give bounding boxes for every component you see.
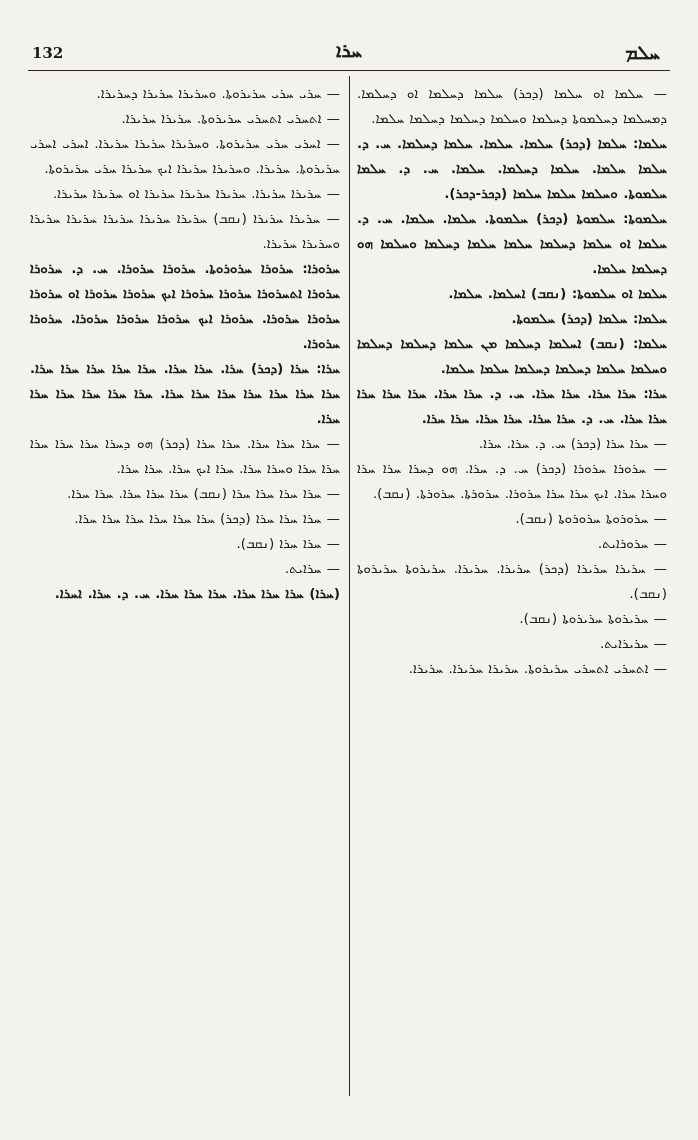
dictionary-entry: — ܚܪܐ ܚܪܐ ܚܪܐ (ܕܟܪ) ܚܪܐ ܚܪܐ ܚܪܐ ܚܪܐ ܚܪܐ ܚܪܐ.	[74, 512, 340, 527]
dictionary-entry: ܚܠܡܐ: ܚܠܡܐ (ܕܟܪ) ܚܠܡܘܬܐ.	[511, 312, 667, 327]
dictionary-entry: — ܚܪܝܪܐ ܚܪܝܪܐ (ܢܩܒ) ܚܪܝܪܐ ܚܪܝܪܐ ܚܪܝܪܐ ܚܪܝܪܐ ܚܪܝܪܐ ܘܚܪܝܪܐ ܚܪܝܪܐ.	[30, 212, 340, 252]
dictionary-entry: (ܚܪܐ) ܚܪܐ ܚܪܐ ܚܪܐ. ܚܪܐ ܚܪܐ ܚܪܐ. ܚ. ܕ. ܚܪܐ. ܐܚܪܐ.	[54, 587, 340, 602]
dictionary-entry: ܚܪܐ: ܚܪܐ (ܕܟܪ) ܚܪܐ. ܚܪܐ ܚܪܐ. ܚܪܐ ܚܪܐ ܚܪܐ ܚܪܐ ܚܪܐ. ܚܪܐ ܚܪܐ ܚܪܐ ܚܪܐ ܚܪܐ ܚܪܐ ܚܪܐ. ܚܪܐ ܚܪܐ ܚܪܐ ܚܪܐ ܚܪܐ ܚܪܐ.	[30, 362, 340, 427]
dictionary-entry: — ܚܠܡܐ ܐܘ ܚܠܡܐ (ܕܟܪ) ܚܠܡܐ ܕܚܠܡܐ ܐܘ ܕܚܠܡܐ. ܕܡܚܠܡܐ ܕܚܠܡܘܬܐ ܕܚܠܡܐ ܘܚܠܡܐ ܕܚܠܡܐ ܕܚܠܡܐ ܚܠܡܐ.	[357, 87, 667, 127]
dictionary-entry: — ܚܪܝ ܚܪܝ ܚܪܝܪܘܬܐ. ܘܚܪܝܪܐ ܚܪܝܪܐ ܕܚܪܝܪܐ.	[96, 87, 340, 102]
dictionary-entry: — ܚܪܝܪܐܝܬ.	[599, 637, 667, 652]
header-right-word: ܚܠܡ	[625, 42, 660, 64]
dictionary-entry: ܚܠܡܐ: ܚܠܡܐ (ܕܟܪ) ܚܠܡܐ. ܚܠܡܐ. ܚܠܡܐ ܕܚܠܡܐ. ܚ. ܕ. ܚܠܡܐ ܚܠܡܐ. ܚܠܡܐ ܕܚܠܡܐ. ܚܠܡܐ. ܚ. ܕ. ܚܠܡܐ ܚܠܡܘܬܐ. ܘܚܠܡܐ ܚܠܡܐ ܚܠܡܐ (ܕܟܪ-ܕܟܪ).	[357, 137, 667, 202]
dictionary-entry: — ܚܪܐ ܚܪܐ ܚܪܐ. ܚܪܐ ܚܪܐ (ܕܟܪ) ܗܘ ܕܚܪܐ ܚܪܐ ܚܪܐ ܚܪܐ ܚܪܐ ܚܪܐ ܘܚܪܐ ܚܪܐ. ܚܪܐ ܐܝܟ ܚܪܐ. ܚܪܐ ܚܪܐ.	[30, 437, 340, 477]
dictionary-entry: — ܚܪܐ ܚܪܐ (ܕܟܪ) ܚ. ܕ. ܚܪܐ. ܚܪܐ.	[478, 437, 667, 452]
dictionary-entry: — ܐܬܚܪܝ ܐܬܚܪܝ ܚܪܝܪܘܬܐ. ܚܪܝܪܐ ܚܪܝܪܐ.	[121, 112, 340, 127]
dictionary-entry: — ܚܪܝܪܐ ܚܪܝܪܐ (ܕܟܪ) ܚܪܝܪܐ. ܚܪܝܪܐ. ܚܪܝܪܘܬܐ ܚܪܝܪܘܬܐ (ܢܩܒ).	[357, 562, 667, 602]
dictionary-entry: — ܚܪܐ ܚܪܐ (ܢܩܒ).	[236, 537, 340, 552]
column-divider	[349, 76, 350, 1096]
left-column	[30, 82, 340, 1092]
page-header	[24, 40, 674, 72]
header-center-word: ܚܪܐ	[335, 40, 362, 62]
page-number: 132	[32, 44, 64, 62]
dictionary-entry: — ܚܪܝܪܐ ܚܪܝܪܐ. ܚܪܝܪܐ ܚܪܝܪܐ ܚܪܝܪܐ ܐܘ ܚܪܝܪܐ ܚܪܝܪܐ.	[52, 187, 340, 202]
dictionary-entry: ܚܠܡܘܬܐ: ܚܠܡܘܬܐ (ܕܟܪ) ܚܠܡܘܬܐ. ܚܠܡܐ. ܚܠܡܐ. ܚ. ܕ. ܚܠܡܐ ܐܘ ܚܠܡܐ ܕܚܠܡܐ ܚܠܡܐ ܚܠܡܐ ܕܚܠܡܐ ܘܚܠܡܐ ܗܘ ܕܚܠܡܐ ܚܠܡܐ.	[357, 212, 667, 277]
dictionary-entry: ܚܠܡܐ: (ܢܩܒ) ܐܚܠܡܐ ܕܚܠܡܐ ܡܢ ܚܠܡܐ ܕܚܠܡܐ ܕܚܠܡܐ ܘܚܠܡܐ ܚܠܡܐ ܕܚܠܡܐ ܕܚܠܡܐ ܚܠܡܐ ܚܠܡܐ.	[357, 337, 667, 377]
dictionary-entry: — ܐܚܪܝ ܚܪܝ ܚܪܝܪܘܬܐ. ܘܚܪܝܪܐ ܚܪܝܪܐ ܚܪܝܪܐ. ܐܚܪܝ ܐܚܪܝ ܚܪܝܪܘܬܐ. ܚܪܝܪܐ. ܘܚܪܝܪܐ ܚܪܝܪܐ ܐܝܟ ܚܪܝܪܐ ܚܪܝ ܚܪܝܪܘܬܐ.	[30, 137, 340, 177]
right-column	[357, 82, 667, 1092]
dictionary-entry: — ܚܪܘܪܐ ܚܪܘܪܐ (ܕܟܪ) ܚ. ܕ. ܚܪܐ. ܗܘ ܕܚܪܐ ܚܪܐ ܚܪܐ ܘܚܪܐ ܚܪܐ. ܐܝܟ ܚܪܐ ܚܪܐ ܚܪܘܪܐ. ܚܪܘܪܬܐ. ܚܪܘܪܬܐ. (ܢܩܒ).	[357, 462, 667, 502]
dictionary-entry: ܚܪܘܪܐ: ܚܪܘܪܐ ܚܪܘܪܘܬܐ. ܚܪܘܪܐ ܚܪܘܪܐ. ܚ. ܕ. ܚܪܘܪܐ ܚܪܘܪܐ ܐܬܚܪܘܪܐ ܚܪܘܪܐ ܚܪܘܪܐ ܐܝܟ ܚܪܘܪܐ ܚܪܘܪܐ ܐܘ ܚܪܘܪܐ ܚܪܘܪܐ ܚܪܘܪܐ. ܚܪܘܪܐ ܐܝܟ ܚܪܘܪܐ ܚܪܘܪܐ ܚܪܘܪܐ. ܚܪܘܪܐ ܚܪܘܪܐ.	[30, 262, 340, 352]
dictionary-entry: — ܚܪܘܪܘܬܐ ܚܪܘܪܘܬܐ (ܢܩܒ).	[515, 512, 667, 527]
dictionary-entry: — ܐܬܚܪܝ ܐܬܚܪܝ ܚܪܝܪܘܬܐ. ܚܪܝܪܐ ܚܪܝܪܐ. ܚܪܝܪܐ.	[408, 662, 667, 677]
dictionary-entry: — ܚܪܘܪܐܝܬ.	[597, 537, 667, 552]
dictionary-entry: ܚܠܡܐ ܐܘ ܚܠܡܘܬܐ: (ܢܩܒ) ܐܚܠܡܐ. ܚܠܡܐ.	[448, 287, 667, 302]
dictionary-entry: — ܚܪܝܪܘܬܐ ܚܪܝܪܘܬܐ (ܢܩܒ).	[519, 612, 667, 627]
header-rule	[28, 70, 670, 71]
dictionary-entry: — ܚܪܐ ܚܪܐ ܚܪܐ ܚܪܐ (ܢܩܒ) ܚܪܐ ܚܪܐ ܚܪܐ. ܚܪܐ ܚܪܐ.	[67, 487, 340, 502]
dictionary-entry: — ܚܪܐܝܬ.	[284, 562, 340, 577]
dictionary-entry: ܚܪܐ: ܚܪܐ ܚܪܐ. ܚܪܐ ܚܪܐ. ܚ. ܕ. ܚܪܐ ܚܪܐ. ܚܪܐ ܚܪܐ ܚܪܐ ܚܪܐ ܚܪܐ. ܚ. ܕ. ܚܪܐ ܚܪܐ. ܚܪܐ ܚܪܐ. ܚܪܐ ܚܪܐ.	[357, 387, 667, 427]
